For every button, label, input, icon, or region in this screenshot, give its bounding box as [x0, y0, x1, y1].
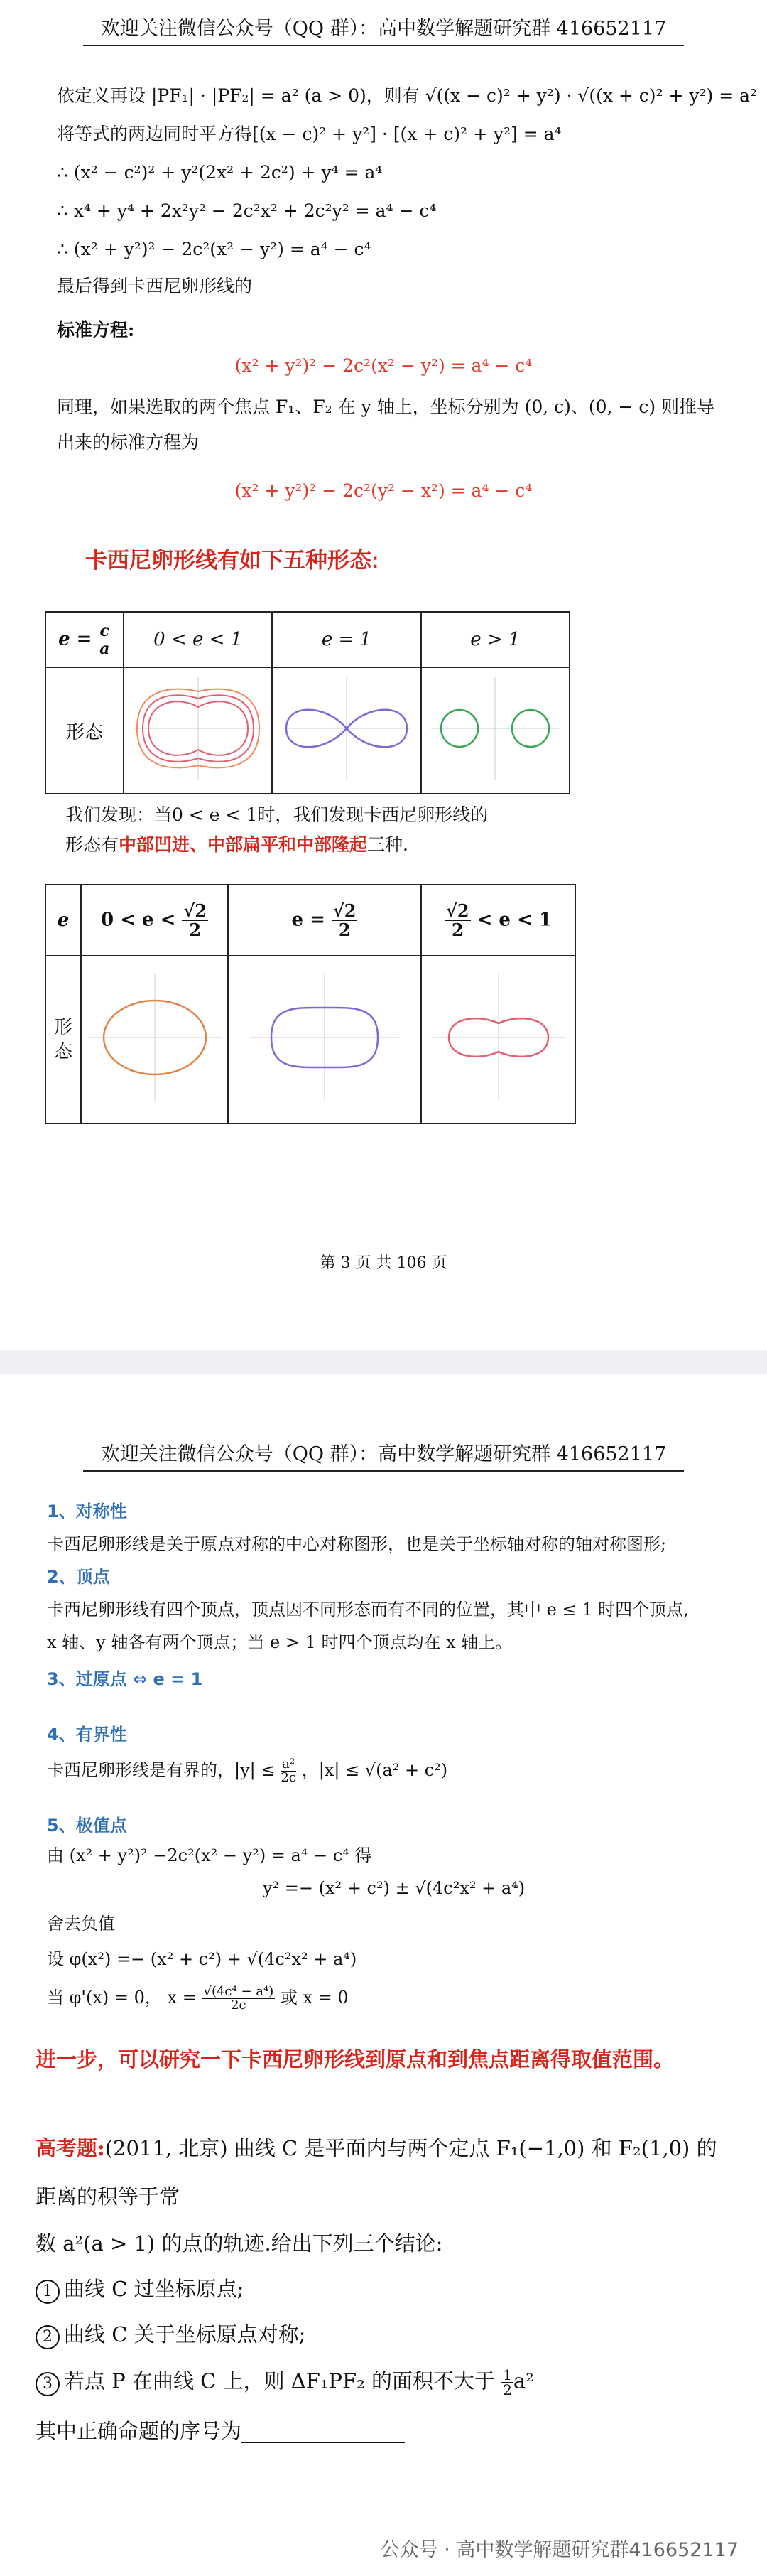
exam-question-line: 数 a²(a > 1) 的点的轨迹.给出下列三个结论: — [36, 2231, 443, 2256]
section-title: 1、对称性 — [47, 1502, 127, 1521]
section-title: 4、有界性 — [47, 1725, 127, 1745]
circled-number: 1 — [36, 2280, 60, 2304]
text-line: 由 (x² + y²)² −2c²(x² − y²) = a⁴ − c⁴ 得 — [47, 1845, 372, 1865]
standard-equation-1: (x² + y²)² − 2c²(x² − y²) = a⁴ − c⁴ — [234, 355, 533, 376]
lemniscate-figure — [276, 672, 418, 785]
exam-question-line: 高考题:(2011, 北京) 曲线 C 是平面内与两个定点 F₁(−1,0) 和 F₂(1,0) 的 — [36, 2136, 717, 2160]
exam-question-line: 距离的积等于常 — [36, 2184, 180, 2209]
text-line: 设 φ(x²) =− (x² + c²) + √(4c²x² + a⁴) — [47, 1949, 357, 1969]
column-header: e > 1 — [421, 612, 570, 667]
text-line: x 轴、y 轴各有两个顶点；当 e > 1 时四个顶点均在 x 轴上。 — [47, 1632, 513, 1652]
further-study-note: 进一步，可以研究一下卡西尼卵形线到原点和到焦点距离得取值范围。 — [36, 2049, 675, 2071]
finding-line: 我们发现：当0 < e < 1时，我们发现卡西尼卵形线的 — [65, 804, 489, 825]
text-line: 将等式的两边同时平方得[(x − c)² + y²] · [(x + c)² + y²] = a⁴ — [57, 124, 562, 144]
finding-line: 形态有中部凹进、中部扁平和中部隆起三种. — [65, 834, 408, 855]
shape-cell — [124, 667, 272, 794]
column-header: 0 < e < $\frac{√2}{2}$ — [81, 885, 228, 956]
page-header: 欢迎关注微信公众号（QQ 群）：高中数学解题研究群 416652117 — [83, 13, 684, 46]
text-line: 舍去负值 — [47, 1914, 115, 1934]
text-line: ∴ x⁴ + y⁴ + 2x²y² − 2c²x² + 2c²y² = a⁴ − c⁴ — [57, 200, 437, 221]
column-header: 0 < e < 1 — [124, 612, 272, 667]
section-title: 3、过原点 ⇔ e = 1 — [47, 1669, 203, 1689]
conclusion-item: 3 若点 P 在曲线 C 上，则 ΔF₁PF₂ 的面积不大于 $\frac{1}{2}$ a² — [36, 2368, 534, 2397]
text-line: y² =− (x² + c²) ± √(4c²x² + a⁴) — [263, 1878, 526, 1898]
section-title: 2、顶点 — [47, 1567, 110, 1587]
page-4 — [0, 1374, 767, 2576]
conclusion-item: 1 曲线 C 过坐标原点; — [36, 2277, 244, 2304]
oval-flat-figure — [246, 966, 403, 1109]
text-line: 卡西尼卵形线是有界的，|y| ≤ $\frac{\text{a²}}{2c}$ ，|x| ≤ √(a² + c²) — [47, 1757, 448, 1785]
e-label-cell: e — [45, 885, 81, 956]
text-line: ∴ (x² − c²)² + y²(2x² + 2c²) + y⁴ = a⁴ — [57, 162, 383, 183]
section-title: 5、极值点 — [47, 1816, 127, 1836]
nested-ovals-figure — [127, 672, 269, 785]
forms-table-2 — [45, 884, 576, 1124]
column-header: e = $\frac{√2}{2}$ — [228, 885, 421, 956]
row-label: 形 态 — [45, 956, 81, 1123]
two-ovals-figure — [424, 672, 566, 785]
answer-prompt: 其中正确命题的序号为 — [36, 2419, 405, 2443]
column-header: $\frac{√2}{2}$ < e < 1 — [421, 885, 575, 956]
oval-bulge-figure — [84, 966, 226, 1109]
answer-blank[interactable] — [241, 2420, 405, 2443]
section-label: 标准方程: — [57, 320, 135, 340]
text-line: 同理，如果选取的两个焦点 F₁、F₂ 在 y 轴上，坐标分别为 (0, c)、(0, − c) 则推导 — [57, 397, 715, 417]
text-line: 卡西尼卵形线有四个顶点，顶点因不同形态而有不同的位置，其中 e ≤ 1 时四个顶点, — [47, 1600, 689, 1620]
text-line: ∴ (x² + y²)² − 2c²(x² − y²) = a⁴ − c⁴ — [57, 239, 371, 259]
text-line: 卡西尼卵形线是关于原点对称的中心对称图形，也是关于坐标轴对称的轴对称图形; — [47, 1534, 667, 1554]
text-line: 当 φ'(x) = 0， x = $\frac{\text{√(4c⁴ − a⁴)}}{2c}$ 或 x = 0 — [47, 1984, 349, 2012]
shape-cell — [421, 956, 575, 1123]
shape-cell — [272, 667, 420, 794]
page-header: 欢迎关注微信公众号（QQ 群）：高中数学解题研究群 416652117 — [83, 1438, 684, 1472]
text-line: 依定义再设 |PF₁| · |PF₂| = a² (a > 0)，则有 √((x − c)² + y²) · √((x + c)² + y²) = a² — [57, 85, 758, 106]
exam-label: 高考题: — [36, 2136, 105, 2160]
page-separator — [0, 1350, 767, 1374]
column-header: e = 1 — [272, 612, 420, 667]
circled-number: 2 — [36, 2325, 60, 2349]
shape-cell — [228, 956, 421, 1123]
shape-cell — [81, 956, 228, 1123]
page-footer: 第 3 页 共 106 页 — [320, 1254, 447, 1272]
circled-number: 3 — [36, 2372, 60, 2396]
row-label: 形态 — [45, 667, 124, 794]
shape-cell — [421, 667, 570, 794]
standard-equation-2: (x² + y²)² − 2c²(y² − x²) = a⁴ − c⁴ — [234, 480, 533, 501]
forms-table-1 — [45, 611, 570, 794]
text-line: 出来的标准方程为 — [57, 432, 200, 453]
text-line: 最后得到卡西尼卵形线的 — [57, 276, 253, 296]
watermark: 公众号 · 高中数学解题研究群416652117 — [380, 2539, 739, 2561]
five-forms-heading: 卡西尼卵形线有如下五种形态: — [85, 548, 379, 573]
e-definition-cell: e = $\frac{c}{a}$ — [45, 612, 124, 667]
conclusion-item: 2 曲线 C 关于坐标原点对称; — [36, 2322, 305, 2349]
oval-dent-figure — [428, 966, 570, 1109]
highlighted-phrase: 中部凹进、中部扁平和中部隆起 — [119, 834, 368, 855]
